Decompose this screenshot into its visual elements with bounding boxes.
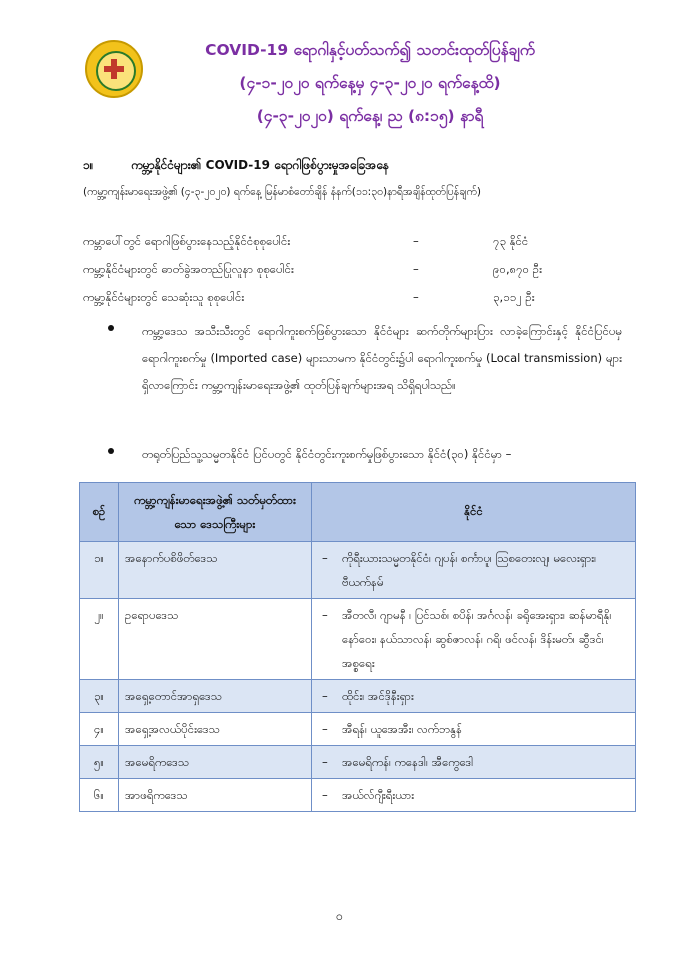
row-countries — [312, 680, 636, 713]
stat-deaths — [83, 290, 623, 308]
row-region: အရှေ့တောင်အာရှဒေသ — [119, 680, 312, 713]
row-number: ၃။ — [80, 680, 119, 713]
stat-dash: – — [413, 234, 419, 248]
row-region: အရှေ့အလယ်ပိုင်းဒေသ — [119, 713, 312, 746]
row-region: အမေရိကဒေသ — [119, 746, 312, 779]
page-number: ၀ — [336, 909, 343, 923]
column-header-number: စဉ် — [80, 483, 119, 542]
row-region: ဥရောပဒေသ — [119, 599, 312, 680]
stat-value: ၇၃ နိုင်ငံ — [493, 234, 529, 248]
bullet-text: တရုတ်ပြည်သူ့သမ္မတနိုင်ငံ ပြင်ပတွင် နိုင်ငံတွင်းကူးစက်မှုဖြစ်ပွားသော နိုင်ငံ(၃၀) နိုင်ငံမှာ – — [142, 447, 512, 461]
stat-value: ၃,၁၁၂ ဦး — [493, 290, 535, 304]
row-countries — [312, 599, 636, 680]
row-number: ၄။ — [80, 713, 119, 746]
regions-table — [79, 482, 636, 812]
row-countries-text: အီရန်၊ ယူအေအီး၊ လက်ဘနွန် — [342, 722, 463, 736]
row-countries-text: ထိုင်း၊ အင်ဒိုနီးရှား — [342, 689, 414, 703]
table-row — [80, 542, 636, 599]
row-countries-text: အမေရိကန်၊ ကနေဒါ၊ အီကွေဒေါ — [342, 755, 474, 769]
row-countries-text: အီတလီ၊ ဂျာမနီ ၊ ပြင်သစ်၊ စပိန်၊ အင်္ဂလန်၊ ခရိုအေးရှား၊ ဆန်မာရီနို၊ နော်ဝေး၊ နယ်သာလန်၊ ဆွစ်ဇာလန်၊ ဂရိ၊ ဖင်လန်၊ ဒိန်းမတ်၊ ဆွီဒင်၊ အစ္စရေး — [342, 608, 612, 670]
row-number: ၁။ — [80, 542, 119, 599]
row-region: အနောက်ပစိဖိတ်ဒေသ — [119, 542, 312, 599]
bullet-text: ကမ္ဘာ့ဒေသ အသီးသီးတွင် ရောဂါကူးစက်ဖြစ်ပွားသော နိုင်ငံများ ဆက်တိုက်များပြား လာခဲ့ကြောင်းနှင့် နိုင်ငံပြင်ပမှ ရောဂါကူးစက်မှု (Imported case) များသာမက နိုင်ငံတွင်း၌ပါ ရောဂါကူးစက်မှု (Local transmission) များရှိလာကြောင်း ကမ္ဘာ့ကျန်းမာရေးအဖွဲ့၏ ထုတ်ပြန်ချက်များအရ သိရှိရပါသည်။ — [142, 324, 622, 392]
section-title: ကမ္ဘာ့နိုင်ငံများ၏ COVID-19 ရောဂါဖြစ်ပွားမှုအခြေအနေ — [131, 158, 389, 172]
table-row — [80, 779, 636, 812]
table-row — [80, 713, 636, 746]
row-dash: – — [322, 722, 328, 736]
report-time: (၄-၃-၂၀၂၀) ရက်နေ့၊ ည (၈:၁၅) နာရီ — [256, 107, 484, 125]
row-dash: – — [322, 788, 328, 802]
row-countries — [312, 779, 636, 812]
row-number: ၅။ — [80, 746, 119, 779]
stat-confirmed-cases — [83, 262, 623, 280]
section-heading — [83, 157, 389, 175]
row-number: ၂။ — [80, 599, 119, 680]
row-countries — [312, 542, 636, 599]
source-note: (ကမ္ဘာ့ကျန်းမာရေးအဖွဲ့၏ (၄-၃-၂၀၂၀) ရက်နေ့ မြန်မာစံတော်ချိန် နံနက်(၁၁:၃၀)နာရီအချိန်ထုတ်ပြန်ချက်) — [83, 186, 482, 198]
bullet-dot-icon — [108, 448, 114, 454]
row-countries — [312, 746, 636, 779]
date-range: (၄-၁-၂၀၂၀ ရက်နေ့မှ ၄-၃-၂၀၂၀ ရက်နေ့ထိ) — [239, 74, 501, 92]
row-region: အာဖရိကဒေသ — [119, 779, 312, 812]
section-number: ၁။ — [83, 158, 94, 172]
stat-label: ကမ္ဘာ့နိုင်ငံများတွင် သေဆုံးသူ စုစုပေါင်း — [83, 290, 245, 304]
row-dash: – — [322, 689, 328, 703]
table-row — [80, 680, 636, 713]
table-header-row — [80, 483, 636, 542]
column-header-region: ကမ္ဘာ့ကျန်းမာရေးအဖွဲ့၏ သတ်မှတ်ထားသော ဒေသကြီးများ — [119, 483, 312, 542]
stat-label: ကမ္ဘာ့နိုင်ငံများတွင် ဓာတ်ခွဲအတည်ပြုလူနာ စုစုပေါင်း — [83, 262, 294, 276]
column-header-countries: နိုင်ငံ — [312, 483, 636, 542]
table-row — [80, 599, 636, 680]
row-countries-text: ကိုရီးယားသမ္မတနိုင်ငံ၊ ဂျပန်၊ စင်္ကာပူ၊ ဩစတေးလျ၊ မလေးရှား၊ ဗီယက်နမ် — [342, 551, 597, 589]
stat-countries — [83, 234, 623, 252]
row-dash: – — [322, 608, 328, 622]
stat-dash: – — [413, 290, 419, 304]
stat-dash: – — [413, 262, 419, 276]
stat-value: ၉၀,၈၇၀ ဦး — [493, 262, 543, 276]
row-dash: – — [322, 755, 328, 769]
row-countries — [312, 713, 636, 746]
page-title: COVID-19 ရောဂါနှင့်ပတ်သက်၍ သတင်းထုတ်ပြန်ချက် — [205, 41, 535, 59]
stat-label: ကမ္ဘာပေါ်တွင် ရောဂါဖြစ်ပွားနေသည့်နိုင်ငံစုစုပေါင်း — [83, 234, 291, 248]
row-countries-text: အယ်လ်ဂျီးရီးယား — [342, 788, 415, 802]
table-row — [80, 746, 636, 779]
ministry-of-health-seal-icon — [85, 40, 143, 98]
row-dash: – — [322, 551, 328, 565]
bullet-dot-icon — [108, 325, 114, 331]
row-number: ၆။ — [80, 779, 119, 812]
